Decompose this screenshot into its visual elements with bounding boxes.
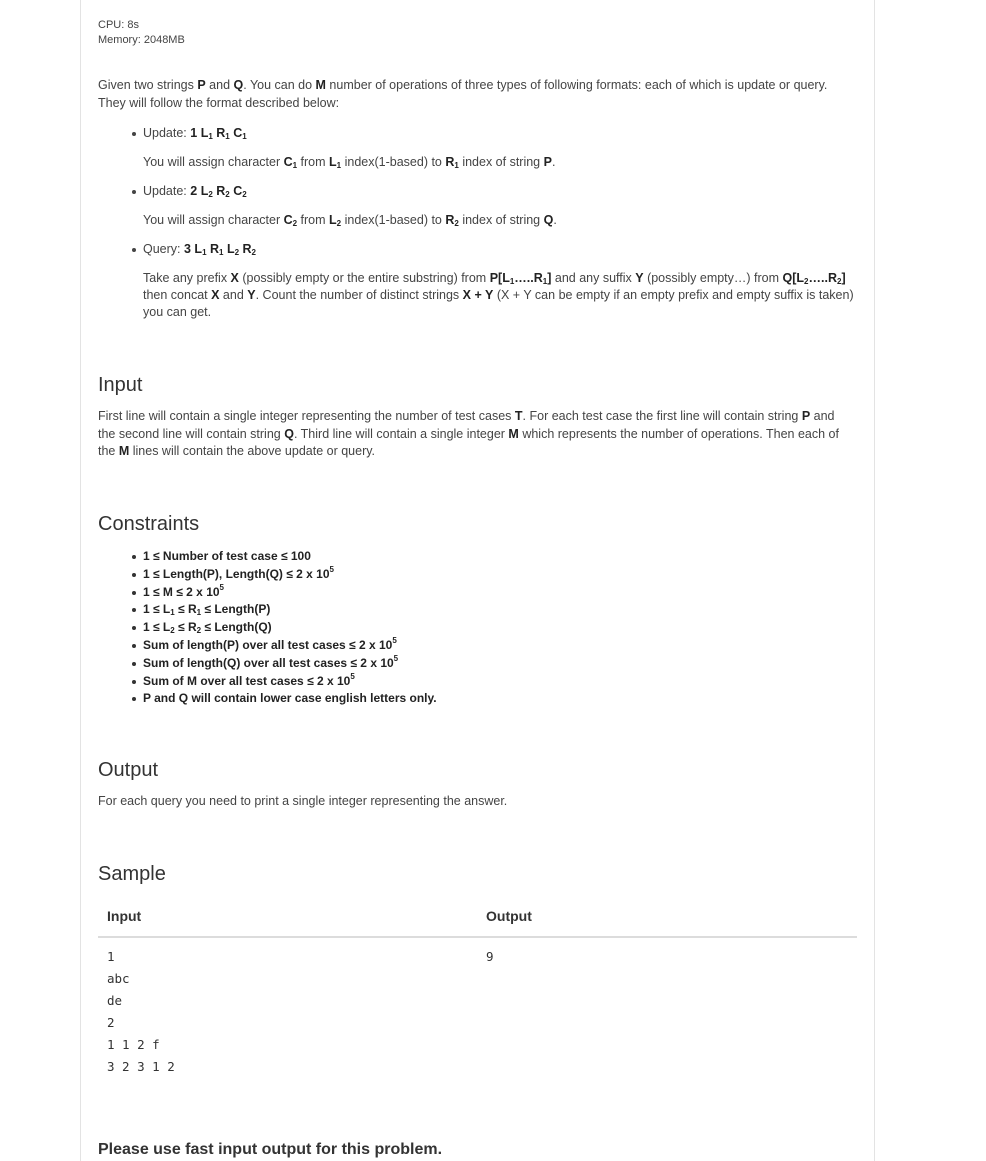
op-update-p-format: Update: 1 $L_1$ $R_1$ $C_1$ [143, 126, 247, 141]
sample-input-line: 1 1 2 f [107, 1037, 160, 1052]
statement-intro: Given two strings P and Q. You can do M number of operations of three types of following formats: each of which is update or query. They will follow the format described below: [98, 78, 828, 110]
input-description: First line will contain a single integer representing the number of test cases T. For each test case the first line will contain string P and the second line will contain string Q. Third line will contain a single integer M which represents the number of operations. Then each of the M lines will contain the above update or query. [98, 409, 839, 458]
output-description: For each query you need to print a single integer representing the answer. [98, 794, 508, 808]
sample-input-header: Input [107, 908, 142, 924]
op-query-desc: Take any prefix X (possibly empty or the entire substring) from $P[L_1\dots..R_1]$ and any suffix Y (possibly empty…) from $Q[L_2\dots..R_2]$ then concat X and Y. Count the number of distinct strings X + Y (X + Y can be empty if an empty prefix and empty suffix is taken) you can get. [143, 271, 854, 319]
table-header-divider [98, 936, 857, 938]
constraints-heading: Constraints [98, 513, 200, 535]
sample-output-line: 9 [486, 949, 494, 964]
sample-input-line: abc [107, 971, 130, 986]
limits [98, 18, 185, 47]
sample-input-line: 3 2 3 1 2 [107, 1059, 175, 1074]
constraint-item: Sum of length(P) over all test cases ≤ 2 x $10^5$ [143, 637, 437, 655]
problem-panel [80, 0, 875, 1161]
cpu-limit: CPU: 8s [98, 19, 139, 31]
sample-output-header: Output [486, 908, 532, 924]
constraint-item: Sum of M over all test cases ≤ 2 x $10^5$ [143, 673, 437, 691]
constraint-item: Sum of length(Q) over all test cases ≤ 2 x $10^5$ [143, 655, 437, 673]
constraint-item: $1 \le L_1 \le R_1$ ≤ Length(P) [143, 601, 437, 619]
memory-limit: Memory: 2048MB [98, 33, 185, 46]
constraint-item: $1 \le L_2 \le R_2$ ≤ Length(Q) [143, 619, 437, 637]
constraint-item: 1 ≤ Number of test case ≤ 100 [143, 548, 437, 566]
input-heading: Input [98, 374, 143, 396]
sample-heading: Sample [98, 863, 166, 885]
sample-output-block [486, 946, 494, 968]
sample-input-block [107, 946, 175, 1078]
sample-input-line: 2 [107, 1015, 115, 1030]
op-query-format: Query: 3 $L_1$ $R_1$ $L_2$ $R_2$ [143, 242, 256, 257]
op-update-q-desc: You will assign character $C_2$ from $L_2$ index(1-based) to $R_2$ index of string Q. [143, 213, 557, 228]
output-heading: Output [98, 759, 159, 781]
constraint-item: P and Q will contain lower case english letters only. [143, 690, 437, 708]
op-update-p-desc: You will assign character $C_1$ from $L_1$ index(1-based) to $R_1$ index of string P. [143, 155, 556, 170]
constraint-item: 1 ≤ M ≤ 2 x $10^5$ [143, 584, 437, 602]
sample-input-line: 1 [107, 949, 115, 964]
constraint-item: 1 ≤ Length(P), Length(Q) ≤ 2 x $10^5$ [143, 566, 437, 584]
sample-input-line: de [107, 993, 123, 1008]
op-update-q-format: Update: 2 $L_2$ $R_2$ $C_2$ [143, 184, 247, 199]
constraints-list [143, 548, 437, 708]
fast-io-note: Please use fast input output for this problem. [98, 1141, 443, 1158]
